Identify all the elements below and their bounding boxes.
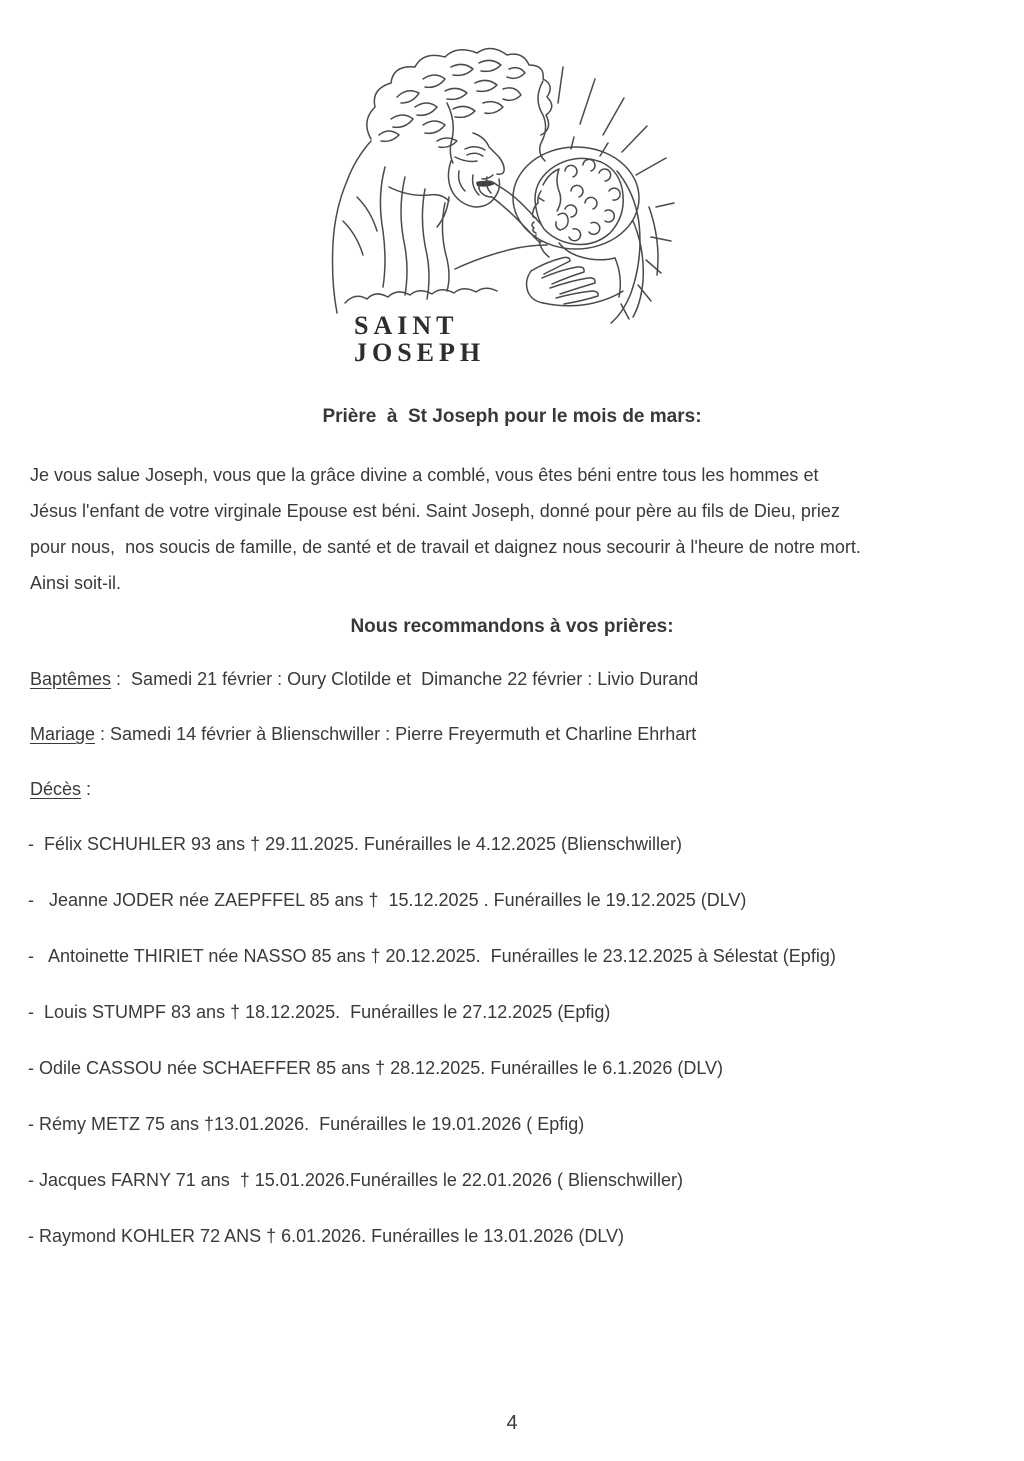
prayer-line: Ainsi soit-il. [30, 573, 122, 593]
joseph-hair [367, 48, 552, 161]
deaths-label-line [30, 779, 1024, 799]
prayer-line: Jésus l'enfant de votre virginale Epouse est béni. Saint Joseph, donné pour père au fils de Dieu, priez [30, 501, 840, 521]
baptisms-line [30, 669, 1024, 689]
intentions-heading: Nous recommandons à vos prières: [350, 616, 674, 637]
death-entry: - Louis STUMPF 83 ans † 18.12.2025. Funérailles le 27.12.2025 (Epfig) [28, 1002, 611, 1022]
marriage-line [30, 724, 1024, 744]
illustration-caption-saint: SAINT [354, 311, 459, 340]
death-entry: - Jacques FARNY 71 ans † 15.01.2026.Funérailles le 22.01.2026 ( Blienschwiller) [28, 1170, 684, 1190]
saint-joseph-illustration [327, 45, 697, 385]
deaths-label: Décès [30, 779, 82, 799]
death-entry: - Antoinette THIRIET née NASSO 85 ans † 20.12.2025. Funérailles le 23.12.2025 à Sélestat (Epfig) [28, 946, 836, 966]
prayer-heading: Prière à St Joseph pour le mois de mars: [322, 406, 702, 427]
bulletin-page [0, 45, 1024, 1461]
joseph-face [447, 103, 504, 187]
prayer-line: Je vous salue Joseph, vous que la grâce divine a comblé, vous êtes béni entre tous les hommes et [30, 465, 819, 485]
death-entry: - Odile CASSOU née SCHAEFFER 85 ans † 28.12.2025. Funérailles le 6.1.2026 (DLV) [28, 1058, 724, 1078]
illustration-caption-joseph: JOSEPH [354, 338, 486, 367]
page-number: 4 [506, 1412, 518, 1434]
death-entry: - Rémy METZ 75 ans †13.01.2026. Funérailles le 19.01.2026 ( Epfig) [28, 1114, 585, 1134]
joseph-robe [333, 141, 548, 313]
deaths-list [28, 834, 1024, 1246]
death-entry: - Félix SCHUHLER 93 ans † 29.11.2025. Funérailles le 4.12.2025 (Blienschwiller) [28, 834, 682, 854]
baptisms-text: : Samedi 21 février : Oury Clotilde et Dimanche 22 février : Livio Durand [111, 669, 699, 689]
prayer-line: pour nous, nos soucis de famille, de santé et de travail et daignez nous secourir à l'heure de notre mort. [30, 537, 861, 557]
death-entry: - Jeanne JODER née ZAEPFFEL 85 ans † 15.12.2025 . Funérailles le 19.12.2025 (DLV) [28, 890, 747, 910]
death-entry: - Raymond KOHLER 72 ANS † 6.01.2026. Funérailles le 13.01.2026 (DLV) [28, 1226, 624, 1246]
deaths-colon: : [81, 779, 92, 799]
prayer-text [30, 457, 1024, 601]
joseph-hand [527, 257, 623, 305]
marriage-label: Mariage [30, 724, 96, 744]
marriage-text: : Samedi 14 février à Blienschwiller : Pierre Freyermuth et Charline Ehrhart [95, 724, 697, 744]
baptisms-label: Baptêmes [30, 669, 112, 689]
saint-joseph-drawing [327, 45, 697, 380]
